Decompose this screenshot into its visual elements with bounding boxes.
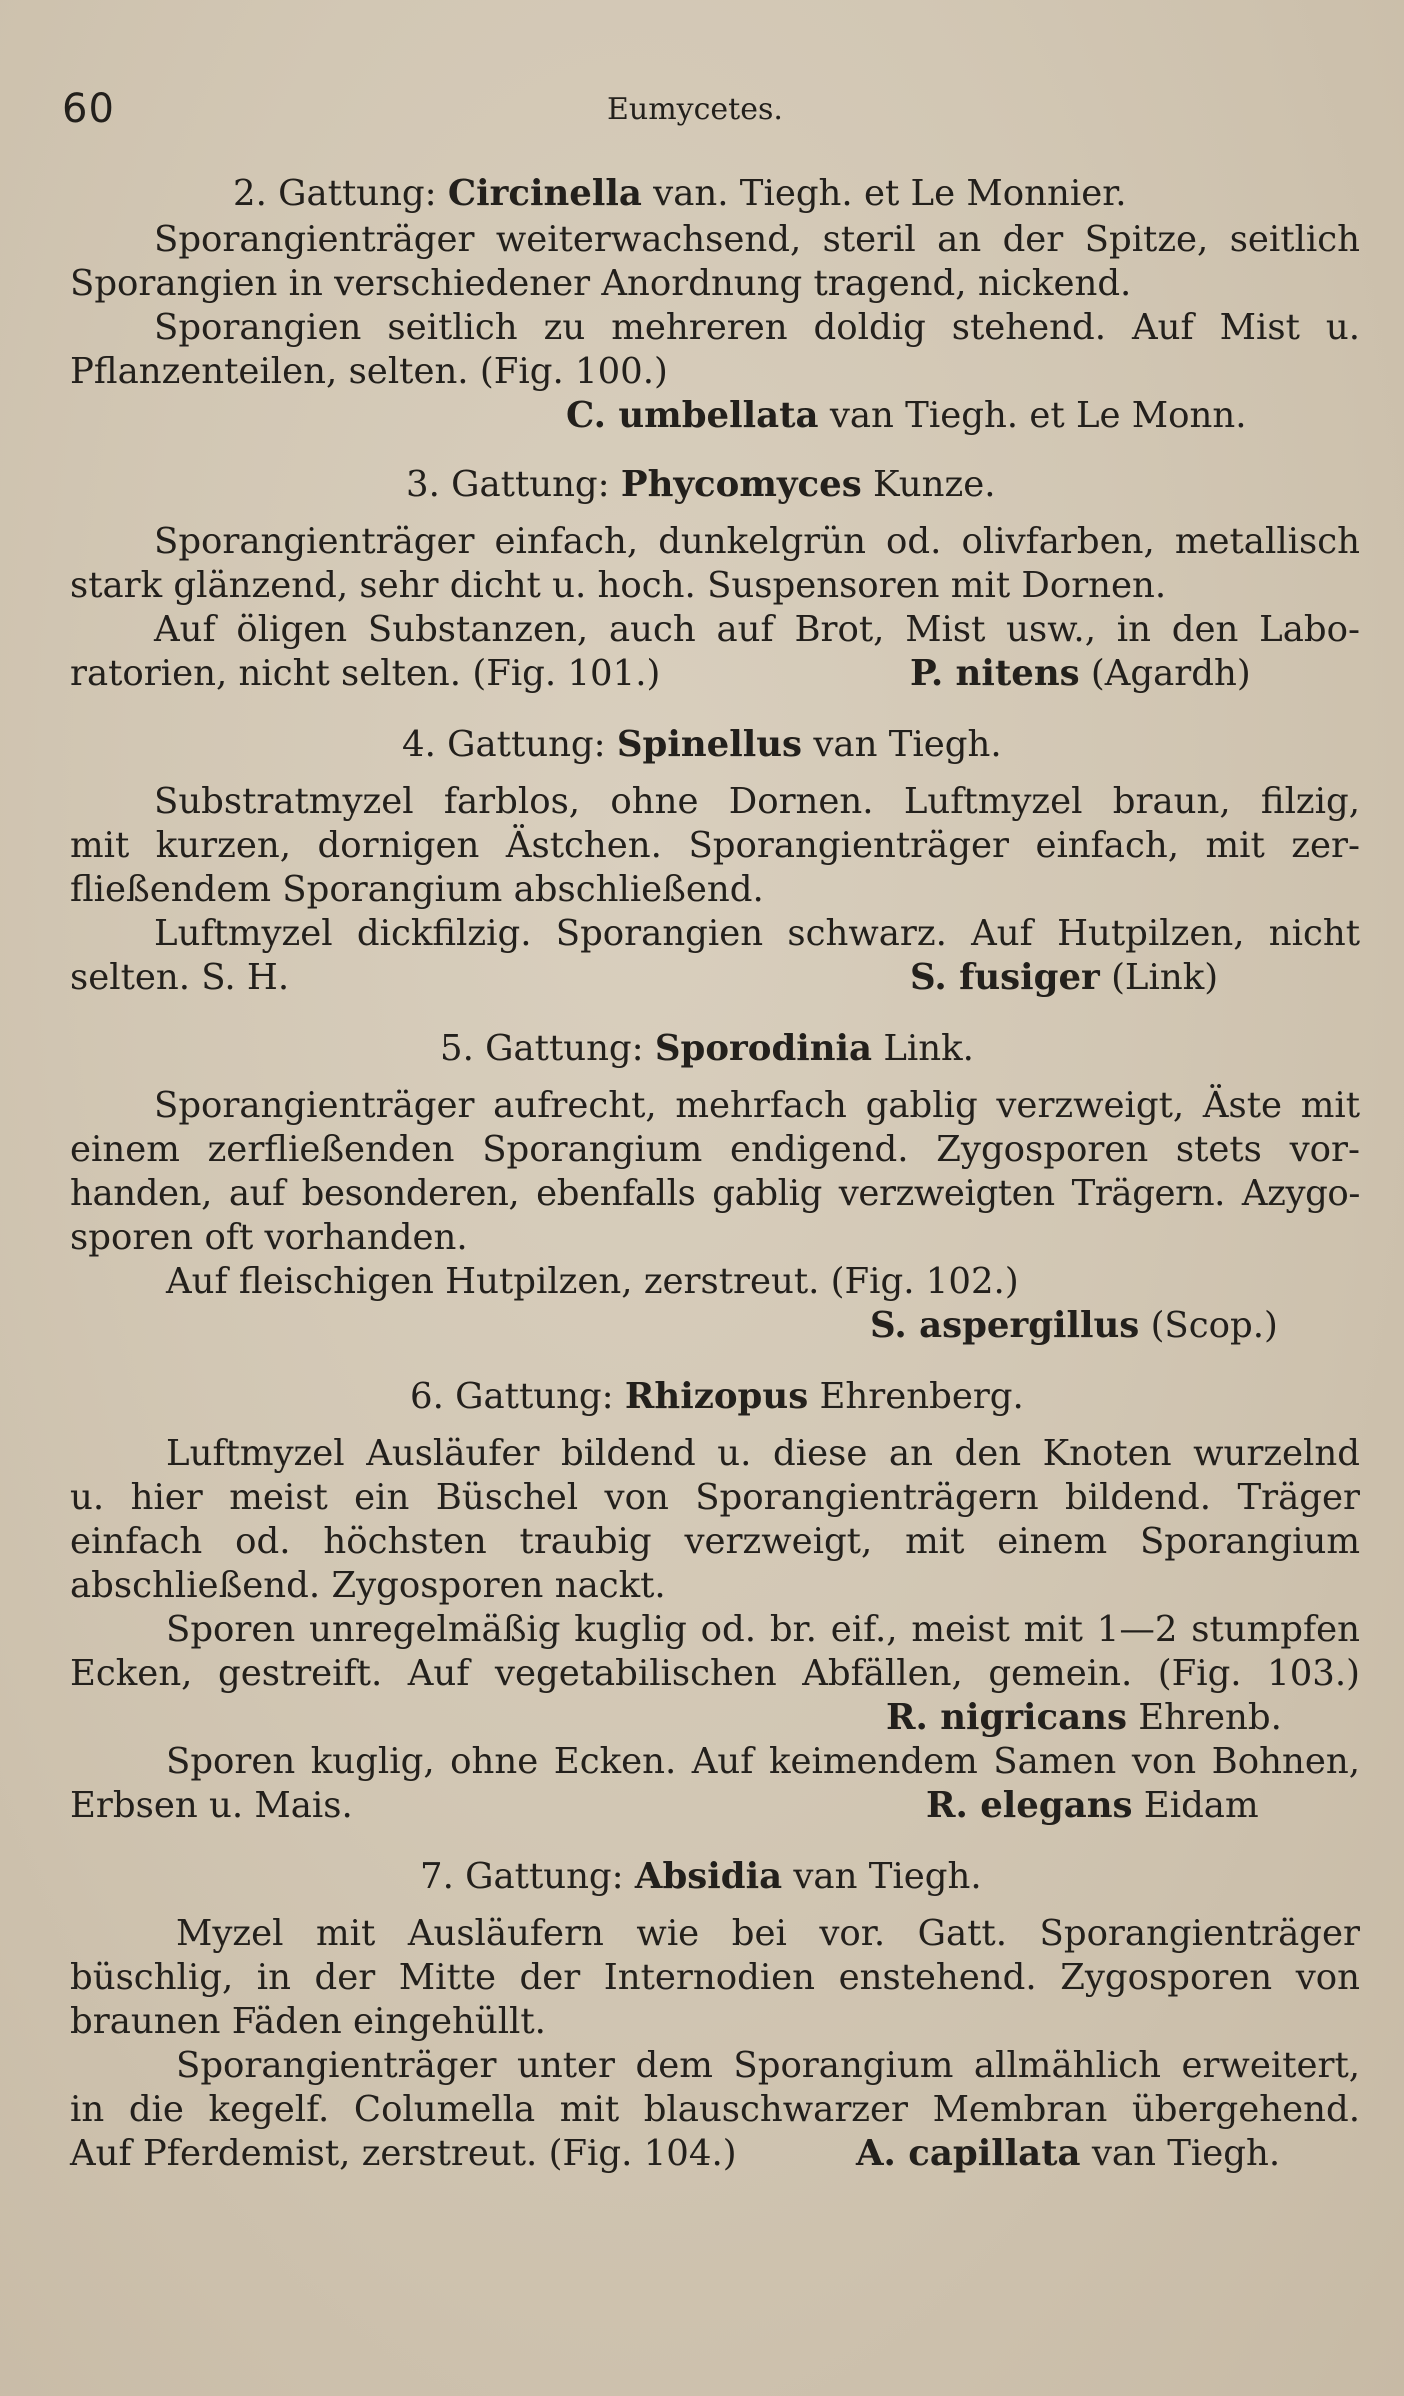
genus-heading-rhizopus [70, 1362, 1360, 1432]
text-line: Sporangienträger einfach, dunkelgrün od. olivfarben, metallisch [154, 521, 1360, 562]
genus-name: Circinella [447, 173, 642, 214]
genus-name: Sporodinia [654, 1028, 873, 1069]
genus-author: Kunze. [873, 464, 996, 505]
genus-name: Absidia [634, 1856, 783, 1897]
heading-prefix: 4. Gattung: [402, 724, 606, 765]
genus-author: van. Tiegh. et Le Monnier. [653, 173, 1127, 214]
text-line: Auf Pferdemist, zerstreut. (Fig. 104.) [70, 2133, 737, 2174]
text-line: selten. S. H. [70, 957, 290, 998]
text-line: stark glänzend, sehr dicht u. hoch. Suspensoren mit Dornen. [70, 565, 1167, 606]
text-line: fließendem Sporangium abschließend. [70, 869, 764, 910]
text-line: handen, auf besonderen, ebenfalls gablig verzweigten Trägern. Azygo- [70, 1173, 1360, 1214]
text-line: sporen oft vorhanden. [70, 1217, 468, 1258]
text-line: mit kurzen, dornigen Ästchen. Sporangienträger einfach, mit zer- [70, 825, 1360, 866]
text-line: Substratmyzel farblos, ohne Dornen. Luftmyzel braun, filzig, [154, 781, 1360, 822]
text-line: Luftmyzel dickfilzig. Sporangien schwarz. Auf Hutpilzen, nicht [154, 913, 1360, 954]
text-line: abschließend. Zygosporen nackt. [70, 1565, 666, 1606]
page-body [70, 173, 1360, 2176]
text-line: Sporen unregelmäßig kuglig od. br. eif., meist mit 1—2 stumpfen [166, 1609, 1360, 1650]
heading-prefix: 5. Gattung: [440, 1028, 644, 1069]
text-line: Sporangien seitlich zu mehreren doldig stehend. Auf Mist u. [154, 307, 1360, 348]
species-author: van Tiegh. [1091, 2133, 1281, 2174]
text-line: Sporangienträger unter dem Sporangium allmählich erweitert, [176, 2045, 1360, 2086]
text-line: Sporangien in verschiedener Anordnung tragend, nickend. [70, 263, 1132, 304]
species-author: (Agardh) [1090, 653, 1251, 694]
genus-heading-spinellus [70, 710, 1360, 780]
text-line: Auf öligen Substanzen, auch auf Brot, Mist usw., in den Labo- [154, 609, 1360, 650]
species-name: R. elegans [926, 1785, 1133, 1826]
genus-heading-phycomyces [70, 450, 1360, 520]
species-line [70, 2132, 1360, 2176]
species-name: S. fusiger [910, 957, 1100, 998]
genus-author: Link. [883, 1028, 974, 1069]
text-line: u. hier meist ein Büschel von Sporangienträgern bildend. Träger [70, 1477, 1360, 1518]
genus-heading-circinella [70, 170, 1360, 218]
text-line: Ecken, gestreift. Auf vegetabilischen Abfällen, gemein. (Fig. 103.) [70, 1653, 1360, 1694]
heading-prefix: 7. Gattung: [420, 1856, 624, 1897]
text-line: in die kegelf. Columella mit blauschwarzer Membran übergehend. [70, 2089, 1360, 2130]
species-line [70, 652, 1360, 696]
species-name: R. nigricans [886, 1697, 1127, 1738]
text-line: Erbsen u. Mais. [70, 1785, 353, 1826]
genus-heading-sporodinia [70, 1014, 1360, 1084]
species-line [70, 394, 1360, 438]
text-line: Sporangienträger weiterwachsend, steril an der Spitze, seitlich [154, 219, 1360, 260]
genus-author: Ehrenberg. [819, 1376, 1024, 1417]
genus-name: Rhizopus [624, 1376, 809, 1417]
text-line: Luftmyzel Ausläufer bildend u. diese an den Knoten wurzelnd [166, 1433, 1360, 1474]
species-author: Ehrenb. [1138, 1697, 1282, 1738]
species-line [70, 1696, 1360, 1740]
species-author: (Scop.) [1150, 1305, 1278, 1346]
heading-prefix: 2. Gattung: [233, 173, 437, 214]
text-line: einfach od. höchsten traubig verzweigt, mit einem Sporangium [70, 1521, 1360, 1562]
species-name: S. aspergillus [870, 1305, 1140, 1346]
page-header [62, 86, 1352, 136]
heading-prefix: 6. Gattung: [410, 1376, 614, 1417]
heading-prefix: 3. Gattung: [406, 464, 610, 505]
species-author: (Link) [1111, 957, 1219, 998]
species-author: Eidam [1143, 1785, 1259, 1826]
genus-heading-absidia [70, 1842, 1360, 1912]
species-name: C. umbellata [566, 395, 819, 436]
text-line: braunen Fäden eingehüllt. [70, 2001, 546, 2042]
text-line: einem zerfließenden Sporangium endigend. Zygosporen stets vor- [70, 1129, 1360, 1170]
text-line: Sporangienträger aufrecht, mehrfach gablig verzweigt, Äste mit [154, 1085, 1360, 1126]
text-line: Auf fleischigen Hutpilzen, zerstreut. (Fig. 102.) [166, 1261, 1019, 1302]
text-line: Pflanzenteilen, selten. (Fig. 100.) [70, 351, 668, 392]
genus-name: Phycomyces [620, 464, 862, 505]
species-line [70, 1304, 1360, 1348]
species-author: van Tiegh. et Le Monn. [829, 395, 1247, 436]
text-line: ratorien, nicht selten. (Fig. 101.) [70, 653, 661, 694]
species-line [70, 956, 1360, 1000]
text-line: Myzel mit Ausläufern wie bei vor. Gatt. Sporangienträger [176, 1913, 1360, 1954]
species-name: A. capillata [856, 2133, 1081, 2174]
species-line [70, 1784, 1360, 1828]
text-line: Sporen kuglig, ohne Ecken. Auf keimendem Samen von Bohnen, [166, 1741, 1360, 1782]
genus-author: van Tiegh. [793, 1856, 982, 1897]
text-line: büschlig, in der Mitte der Internodien enstehend. Zygosporen von [70, 1957, 1360, 1998]
genus-name: Spinellus [616, 724, 803, 765]
page-number: 60 [62, 86, 115, 132]
running-head: Eumycetes. [607, 92, 783, 127]
species-name: P. nitens [910, 653, 1080, 694]
genus-author: van Tiegh. [813, 724, 1002, 765]
